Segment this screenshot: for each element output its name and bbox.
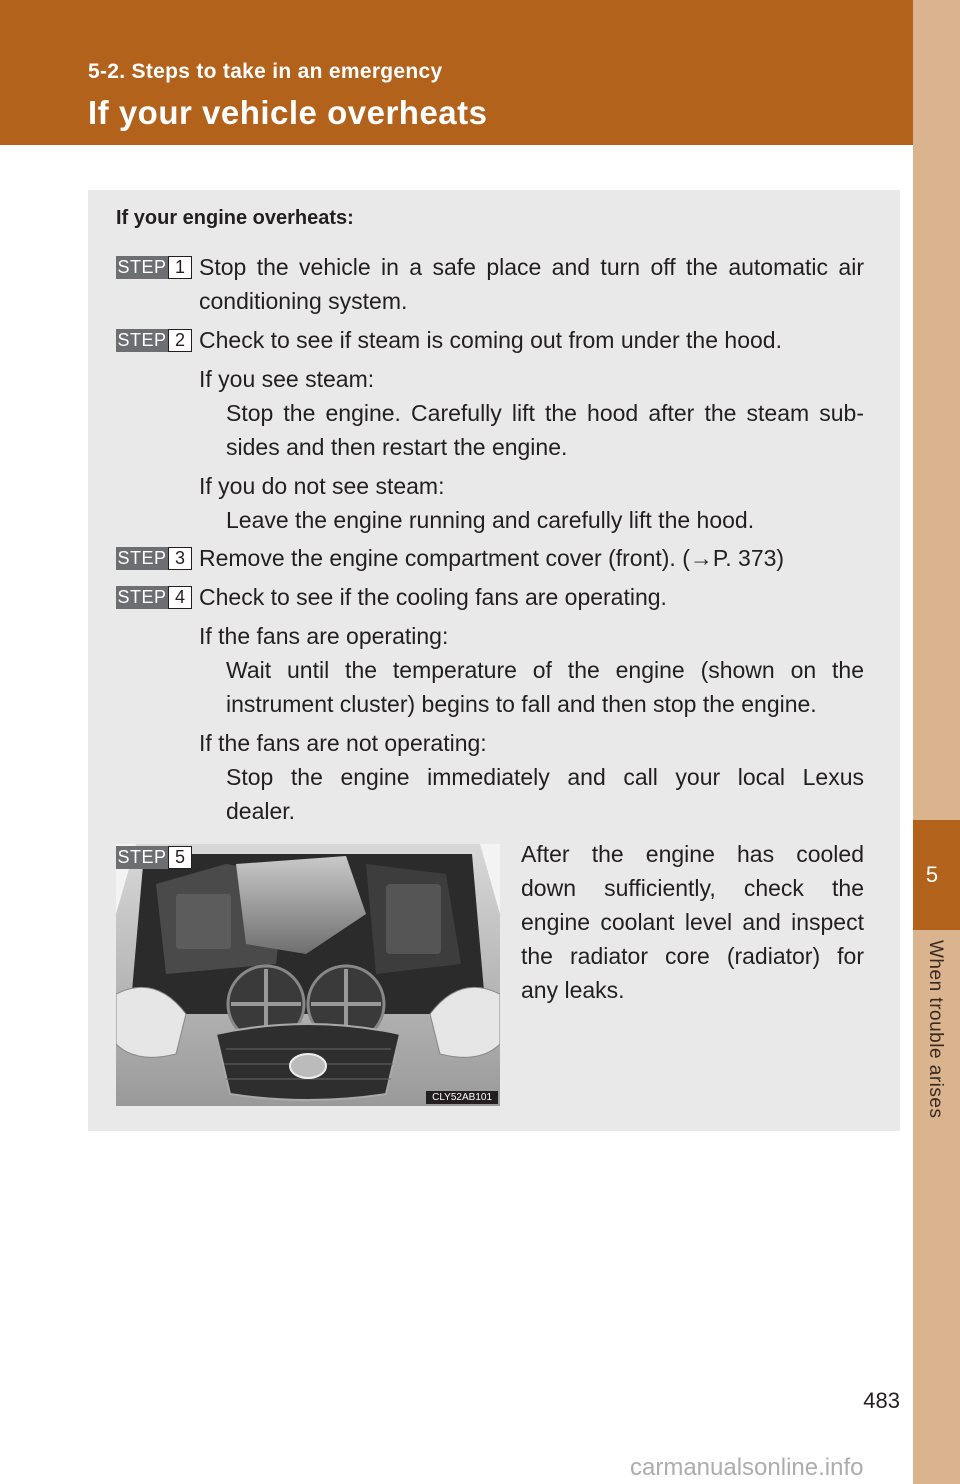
header-band	[0, 0, 913, 145]
condition-text-line: Stop the engine. Carefully lift the hood after the steam sub-	[226, 400, 864, 426]
condition-text-line: instrument cluster) begins to fall and then stop the engine.	[226, 691, 817, 717]
step-5-text-line: After the engine has cooled	[521, 841, 864, 867]
page-number: 483	[863, 1388, 900, 1413]
step-number: 5	[168, 846, 192, 869]
step-5-text-line: the radiator core (radiator) for	[521, 943, 864, 969]
step-number: 2	[168, 329, 192, 352]
chapter-strip	[913, 0, 960, 1484]
step-badge-2	[116, 329, 192, 352]
step-badge-4	[116, 586, 192, 609]
step-badge-3	[116, 547, 192, 570]
section-heading: If your engine overheats:	[116, 207, 354, 229]
chapter-number: 5	[925, 862, 939, 887]
step-badge-5	[116, 846, 192, 869]
step-badge-1	[116, 256, 192, 279]
condition-label: If the fans are operating:	[199, 623, 449, 649]
chapter-label: When trouble arises	[925, 940, 946, 1119]
illustration-code: CLY52AB101	[426, 1091, 498, 1104]
step-4-text-line: Check to see if the cooling fans are operating.	[199, 584, 667, 610]
step-number: 3	[168, 547, 192, 570]
step-1-text-line: conditioning system.	[199, 288, 408, 314]
condition-label: If you do not see steam:	[199, 473, 445, 499]
step-5-text-line: engine coolant level and inspect	[521, 909, 864, 935]
step-word: STEP	[117, 587, 167, 607]
condition-text-line: Stop the engine immediately and call your local Lexus	[226, 764, 864, 790]
step-2-text-line: Check to see if steam is coming out from under the hood.	[199, 327, 782, 353]
step-5-text-line: down sufficiently, check the	[521, 875, 864, 901]
condition-text-line: sides and then restart the engine.	[226, 434, 568, 460]
step-1-text-line: Stop the vehicle in a safe place and turn off the automatic air	[199, 254, 864, 280]
engine-bay-illustration	[116, 844, 500, 1106]
car-engine-illustration	[116, 844, 500, 1106]
condition-text-line: Wait until the temperature of the engine (shown on the	[226, 657, 864, 683]
watermark: carmanualsonline.info	[630, 1454, 864, 1481]
step-word: STEP	[117, 548, 167, 568]
condition-label: If you see steam:	[199, 366, 375, 392]
step-number: 4	[168, 586, 192, 609]
step-word: STEP	[117, 330, 167, 350]
condition-text-line: Leave the engine running and carefully lift the hood.	[226, 507, 755, 533]
step-5-text-line: any leaks.	[521, 977, 625, 1003]
step-word: STEP	[117, 257, 167, 277]
step-number: 1	[168, 256, 192, 279]
section-title: 5-2. Steps to take in an emergency	[88, 60, 443, 83]
condition-label: If the fans are not operating:	[199, 730, 487, 756]
condition-text-line: dealer.	[226, 798, 296, 824]
step-3-text-line: Remove the engine compartment cover (front). (→P. 373)	[199, 545, 785, 571]
step-word: STEP	[117, 847, 167, 867]
page-title: If your vehicle overheats	[88, 94, 488, 131]
